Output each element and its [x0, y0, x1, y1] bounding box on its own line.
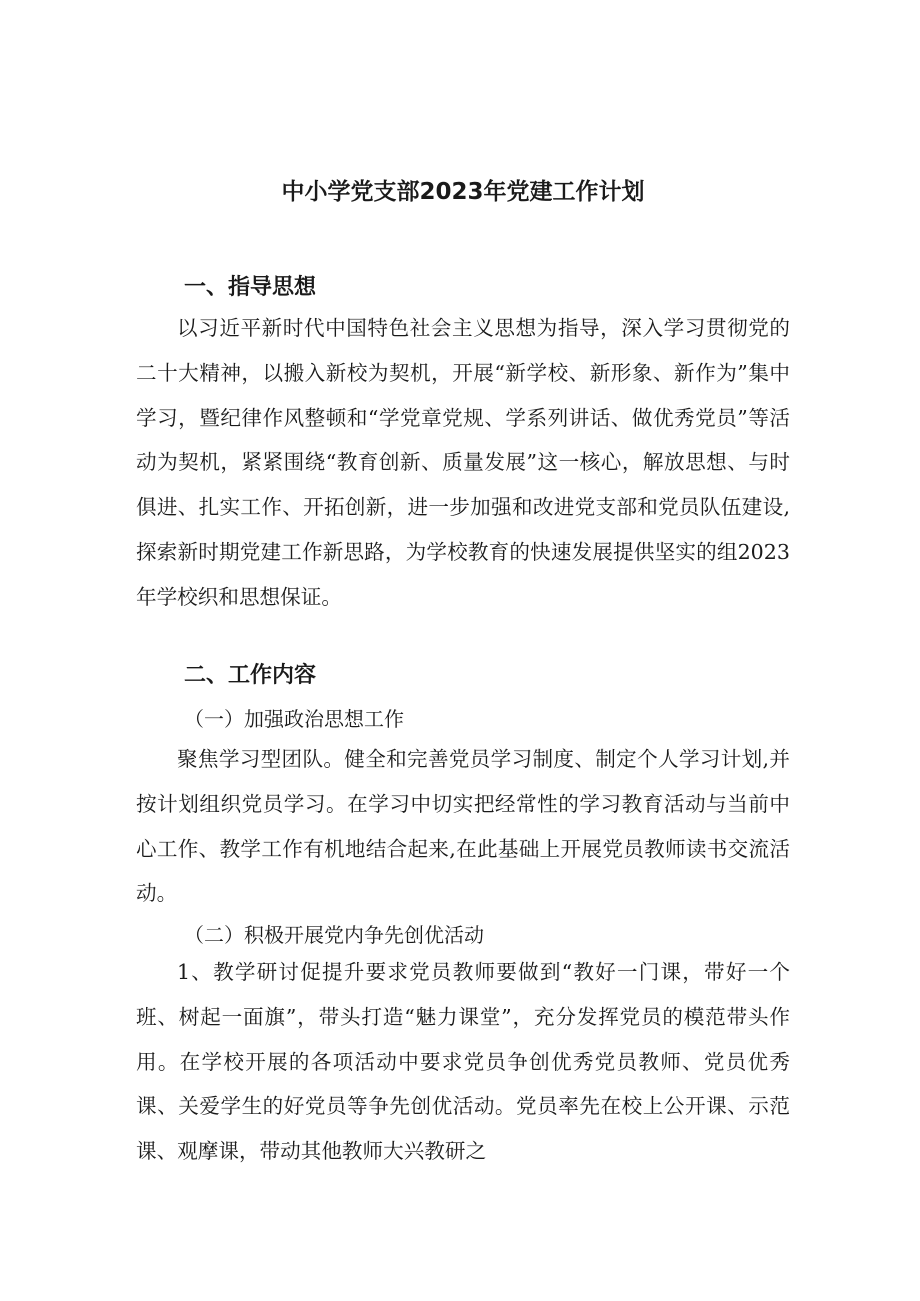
political-work-paragraph: 聚焦学习型团队。健全和完善党员学习制度、制定个人学习计划,并按计划组织党员学习。在学习中切实把经常性的学习教育活动与当前中心工作、教学工作有机地结合起来,在此基础上开展党员教师读书交流活动。 — [136, 747, 790, 906]
excellence-activities-paragraph: 1、教学研讨促提升要求党员教师要做到“教好一门课，带好一个班、树起一面旗”，带头打造“魅力课堂”，充分发挥党员的模范带头作用。在学校开展的各项活动中要求党员争创优秀党员教师、党员优秀课、关爱学生的好党员等争先创优活动。党员率先在校上公开课、示范课、观摩课，带动其他教师大兴教研之 — [136, 960, 790, 1164]
subsection-heading-political-work: （一）加强政治思想工作 — [184, 707, 404, 731]
guiding-ideology-paragraph: 以习近平新时代中国特色社会主义思想为指导，深入学习贯彻党的二十大精神，以搬入新校为契机，开展“新学校、新形象、新作为”集中学习，暨纪律作风整顿和“学党章党规、学系列讲话、做优秀党员”等活动为契机，紧紧围绕“教育创新、质量发展”这一核心，解放思想、与时俱进、扎实工作、开拓创新，进一步加强和改进党支部和党员队伍建设,探索新时期党建工作新思路，为学校教育的快速发展提供坚实的组2023年学校织和思想保证。 — [136, 316, 790, 609]
section-heading-guiding-ideology: 一、指导思想 — [184, 275, 317, 300]
document-title: 中小学党支部2023年党建工作计划 — [281, 179, 645, 205]
subsection-heading-excellence-activities: （二）积极开展党内争先创优活动 — [184, 923, 484, 947]
section-heading-work-content: 二、工作内容 — [184, 663, 317, 688]
